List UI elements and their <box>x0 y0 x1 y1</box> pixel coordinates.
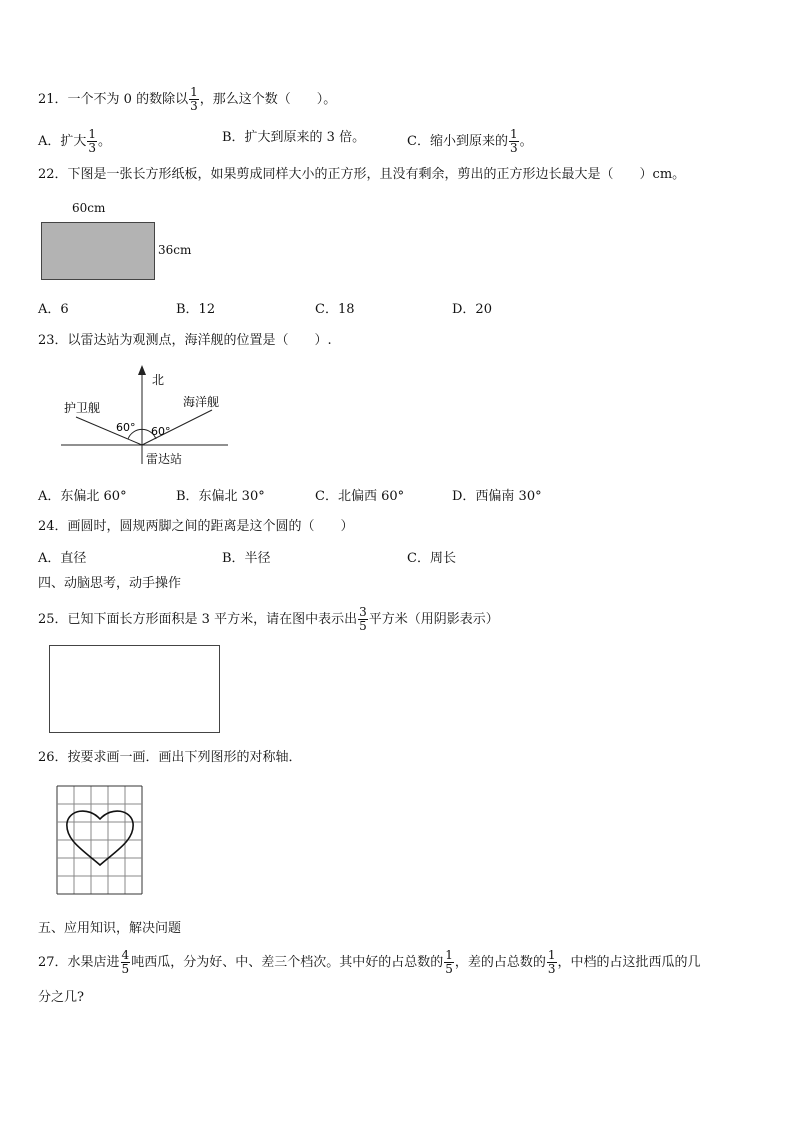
question-26: 26．按要求画一画．画出下列图形的对称轴． <box>38 750 302 765</box>
option-text: C．缩小到原来的 <box>407 134 508 149</box>
north-arrow-icon <box>138 365 146 375</box>
question-27-continued: 分之几? <box>38 990 84 1005</box>
frac-num: 1 <box>88 127 97 141</box>
q25-text-a: 25．已知下面长方形面积是 3 平方米，请在图中表示出 <box>38 612 358 627</box>
q27-text-b: 吨西瓜，分为好、中、差三个档次。其中好的占总数的 <box>131 955 444 970</box>
q24-option-b[interactable]: B．半径 <box>222 551 271 566</box>
frac-num: 1 <box>547 948 556 962</box>
q24-option-c[interactable]: C．周长 <box>407 551 456 566</box>
section-4-heading: 四、动脑思考，动手操作 <box>38 576 182 591</box>
rect-height-label: 36cm <box>158 243 192 257</box>
option-fraction <box>509 128 519 155</box>
heart-grid-figure[interactable] <box>56 785 146 897</box>
frac-den: 5 <box>121 962 130 976</box>
frac-den: 3 <box>88 141 97 155</box>
area-rectangle[interactable] <box>49 645 220 733</box>
option-fraction <box>87 128 97 155</box>
q24-option-a[interactable]: A．直径 <box>38 551 87 566</box>
option-text: B．扩大到原来的 3 倍。 <box>222 130 366 145</box>
question-24: 24．画圆时，圆规两脚之间的距离是这个圆的（ ） <box>38 519 354 534</box>
north-label: 北 <box>152 373 165 387</box>
question-23: 23．以雷达站为观测点，海洋舰的位置是（ ）. <box>38 333 332 348</box>
q21-fraction <box>189 86 199 113</box>
angle-right-label: 60° <box>151 425 171 438</box>
cardboard-rectangle <box>41 222 155 280</box>
q27-fraction-3 <box>547 949 557 976</box>
question-21 <box>38 86 336 113</box>
heart-shape <box>67 811 133 865</box>
rect-width-label: 60cm <box>72 201 106 215</box>
option-text-post: 。 <box>98 134 112 149</box>
q21-text-b: ，那么这个数（ ）。 <box>199 92 337 107</box>
q22-option-c[interactable]: C．18 <box>315 302 355 317</box>
q27-fraction-1 <box>121 949 131 976</box>
q22-option-a[interactable]: A．6 <box>38 302 69 317</box>
question-22: 22．下图是一张长方形纸板，如果剪成同样大小的正方形，且没有剩余，剪出的正方形边长最大是（ ）cm。 <box>38 167 686 182</box>
angle-left-label: 60° <box>116 421 136 434</box>
q22-option-d[interactable]: D．20 <box>452 302 492 317</box>
question-25 <box>38 606 499 633</box>
q27-text-d: ，中档的占这批西瓜的几 <box>557 955 701 970</box>
grid-lines <box>57 786 142 894</box>
frac-num: 4 <box>121 948 130 962</box>
q25-text-b: 平方米（用阴影表示） <box>368 612 499 627</box>
q23-option-d[interactable]: D．西偏南 30° <box>452 489 542 504</box>
frac-num: 1 <box>190 85 198 99</box>
frac-num: 1 <box>445 948 453 962</box>
frac-den: 3 <box>190 99 198 113</box>
question-27 <box>38 949 701 976</box>
q22-option-b[interactable]: B．12 <box>176 302 216 317</box>
radar-diagram <box>38 362 238 472</box>
q21-option-b[interactable] <box>222 128 365 148</box>
q27-fraction-2 <box>444 949 454 976</box>
frac-num: 3 <box>359 605 367 619</box>
q21-text-a: 21．一个不为 0 的数除以 <box>38 92 189 107</box>
ocean-ship-label: 海洋舰 <box>183 395 220 409</box>
frac-num: 1 <box>509 127 518 141</box>
q21-option-c[interactable] <box>407 128 533 155</box>
frac-den: 3 <box>547 962 556 976</box>
q21-option-a[interactable] <box>38 128 111 155</box>
section-5-heading: 五、应用知识，解决问题 <box>38 921 182 936</box>
q23-option-b[interactable]: B．东偏北 30° <box>176 489 265 504</box>
option-text-post: 。 <box>519 134 533 149</box>
radar-station-label: 雷达站 <box>146 452 183 466</box>
q27-text-c: ，差的占总数的 <box>454 955 546 970</box>
frac-den: 5 <box>445 962 453 976</box>
q25-fraction <box>358 606 368 633</box>
q23-option-c[interactable]: C．北偏西 60° <box>315 489 405 504</box>
frac-den: 3 <box>509 141 518 155</box>
q23-option-a[interactable]: A．东偏北 60° <box>38 489 127 504</box>
escort-ship-label: 护卫舰 <box>64 401 101 415</box>
option-text: A．扩大 <box>38 134 87 149</box>
frac-den: 5 <box>359 619 367 633</box>
q27-text-a: 27．水果店进 <box>38 955 120 970</box>
